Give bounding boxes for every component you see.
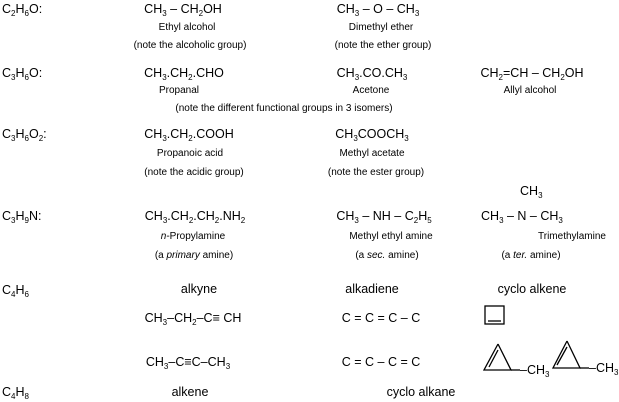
alkyne-label: alkyne — [180, 282, 218, 296]
ethyl-alcohol-name: Ethyl alcohol — [158, 22, 216, 33]
alkadiene-2-formula: C = C – C = C — [341, 355, 421, 369]
trimethylamine-name: Trimethylamine — [538, 231, 606, 242]
methyl-ethyl-amine-name: Methyl ethyl amine — [349, 231, 433, 242]
formula-c3h9n: $C_3H_9N$: — [2, 209, 42, 225]
propanal-name: Propanal — [158, 85, 200, 96]
dimethyl-ether-name: Dimethyl ether — [348, 22, 414, 33]
alkene-label: alkene — [171, 385, 209, 399]
dimethyl-ether-formula: $CH_3$ – O – $CH_3$ — [336, 2, 420, 18]
formula-c3h6o: $C_3H_6O$: — [2, 66, 43, 82]
allyl-alcohol-formula: $CH_2=CH - CH_2OH$ — [480, 66, 584, 82]
acetone-name: Acetone — [352, 85, 390, 96]
formula-c4h6: $C_4H_6$ — [2, 283, 29, 299]
cyclobutene-ring — [485, 306, 504, 324]
methyl-ethyl-amine-note: (a sec. amine) — [355, 250, 419, 261]
dimethyl-ether-note: (note the ether group) — [334, 40, 432, 51]
alkyne-1-formula: $CH_3-CH_2-C\equiv$ CH — [144, 311, 242, 327]
alkyne-2-formula: $CH_3-C\equiv C-CH_3$ — [145, 355, 231, 371]
ethyl-alcohol-formula: $CH_3 - CH_2OH$ — [144, 2, 222, 18]
n-propylamine-formula: $CH_3.CH_2.CH_2.NH_2$ — [144, 209, 246, 225]
alkadiene-1-formula: C = C = C – C — [341, 311, 421, 325]
methylcyclopropene-ring-2 — [553, 341, 589, 368]
n-propylamine-note: (a primary amine) — [154, 250, 234, 261]
propanoic-acid-name: Propanoic acid — [156, 148, 224, 159]
n-propylamine-name: n-Propylamine — [160, 231, 226, 242]
ring-1-methyl-label: $-CH_3$ — [520, 363, 550, 379]
formula-c2h6o: $C_2H_6O$: — [2, 2, 43, 18]
ethyl-alcohol-note: (note the alcoholic group) — [133, 40, 247, 51]
propanoic-acid-formula: $CH_3.CH_2.COOH$ — [144, 127, 234, 143]
propanal-formula: $CH_3.CH_2.CHO$ — [144, 66, 224, 82]
methyl-ethyl-amine-formula: $CH_3$ – NH – $C_2H_5$ — [336, 209, 432, 225]
propanoic-acid-note: (note the acidic group) — [144, 167, 244, 178]
trimethylamine-top-methyl: $CH_3$ — [520, 184, 543, 200]
formula-c4h8: $C_4H_8$ — [2, 385, 29, 401]
ring-2-methyl-label: $-CH_3$ — [589, 361, 619, 377]
cyclo-alkene-label: cyclo alkene — [497, 282, 567, 296]
acetone-formula: $CH_3.CO.CH_3$ — [336, 66, 408, 82]
cyclo-alkane-label: cyclo alkane — [386, 385, 456, 399]
alkadiene-label: alkadiene — [345, 282, 399, 296]
methyl-acetate-name: Methyl acetate — [339, 148, 405, 159]
methyl-acetate-note: (note the ester group) — [327, 167, 425, 178]
isomers-note: (note the different functional groups in 3 isomers) — [175, 103, 393, 114]
allyl-alcohol-name: Allyl alcohol — [503, 85, 557, 96]
methylcyclopropene-ring-1 — [484, 344, 520, 370]
formula-c3h6o2: $C_3H_6O_2$: — [2, 127, 47, 143]
methyl-acetate-formula: $CH_3COOCH_3$ — [335, 127, 409, 143]
trimethylamine-note: (a ter. amine) — [501, 250, 561, 261]
trimethylamine-formula: $CH_3$ – N – $CH_3$ — [481, 209, 563, 225]
